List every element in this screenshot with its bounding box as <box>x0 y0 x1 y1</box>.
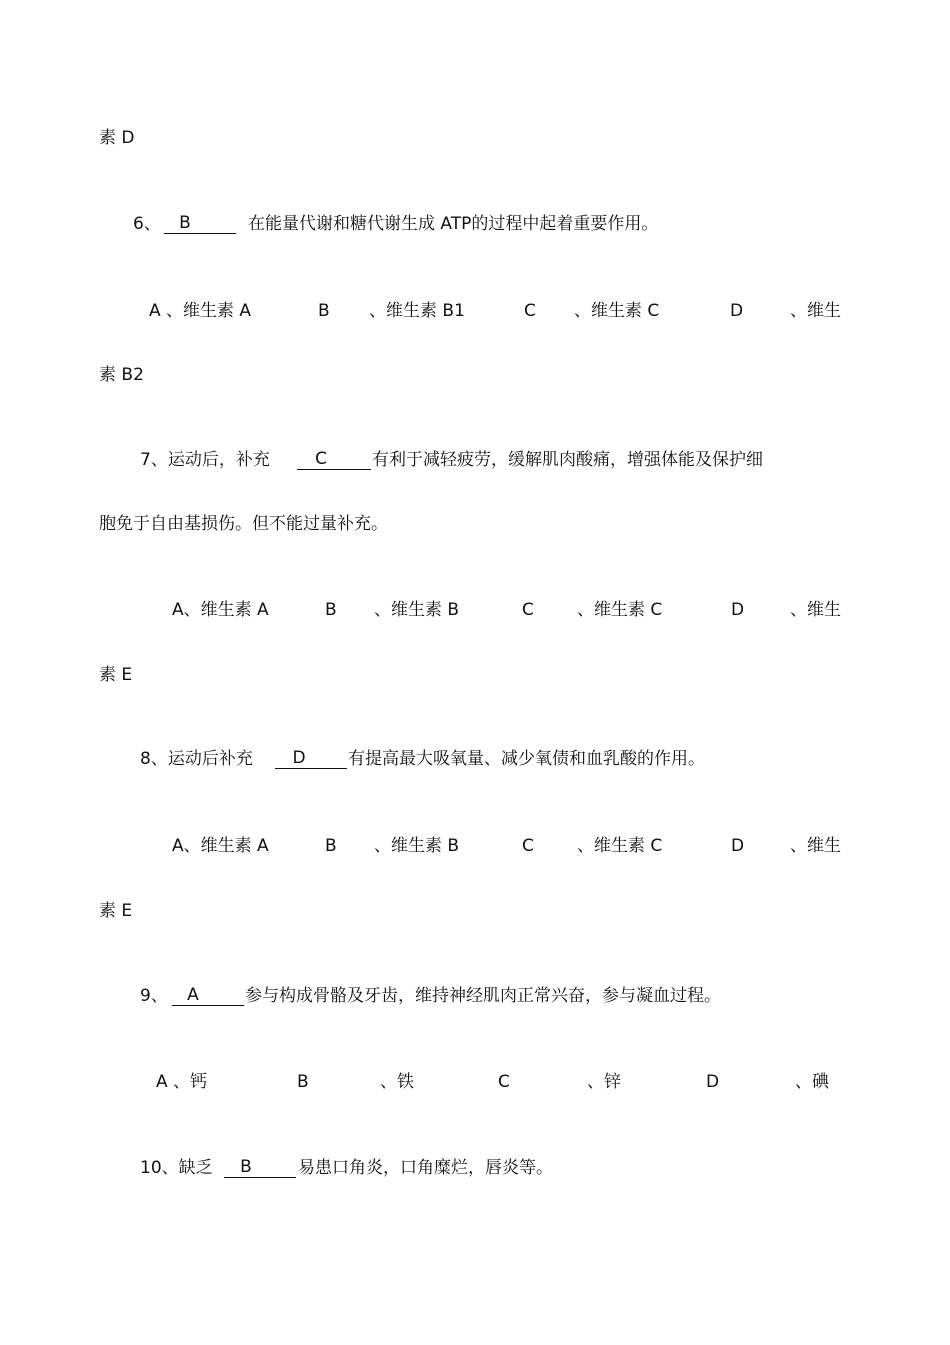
question-7-text-continued: 胞免于自由基损伤。但不能过量补充。 <box>99 514 388 534</box>
question-6-option-c: 、维生素 C <box>574 301 660 321</box>
question-8-option-c: 、维生素 C <box>577 836 663 856</box>
question-7-option-d-letter: D <box>731 600 745 620</box>
question-8-option-b: 、维生素 B <box>374 836 460 856</box>
continuation-text: 素 E <box>99 665 133 685</box>
question-6-option-d-letter: D <box>730 301 744 321</box>
question-10-text: 易患口角炎，口角糜烂，唇炎等。 <box>298 1158 553 1178</box>
question-8-option-d: 、维生 <box>790 836 841 856</box>
question-7-option-d: 、维生 <box>790 600 841 620</box>
question-6-text: 在能量代谢和糖代谢生成 ATP的过程中起着重要作用。 <box>248 214 659 234</box>
question-9-number: 9、 <box>140 986 168 1006</box>
question-6-answer: B <box>179 213 191 233</box>
question-9-option-c: 、锌 <box>587 1072 621 1092</box>
question-10-answer: B <box>240 1157 252 1177</box>
question-9-answer-blank <box>172 985 244 1006</box>
question-6-option-c-letter: C <box>524 301 536 321</box>
question-6-option-b: 、维生素 B1 <box>369 301 465 321</box>
question-7-answer: C <box>315 449 327 469</box>
question-6-option-d: 、维生 <box>790 301 841 321</box>
question-8-number: 8、运动后补充 <box>140 749 253 769</box>
question-9-option-a: A 、钙 <box>156 1072 208 1092</box>
question-8-option-c-letter: C <box>522 836 534 856</box>
question-10-number: 10、缺乏 <box>140 1158 213 1178</box>
question-8-answer-blank <box>275 748 347 769</box>
question-7-text: 有利于减轻疲劳，缓解肌肉酸痛，增强体能及保护细 <box>372 450 763 470</box>
question-9-option-b-letter: B <box>297 1072 309 1092</box>
question-9-text: 参与构成骨骼及牙齿，维持神经肌肉正常兴奋，参与凝血过程。 <box>245 986 721 1006</box>
question-6-number: 6、 <box>133 214 161 234</box>
continuation-text: 素 D <box>99 128 135 148</box>
question-7-option-a: A、维生素 A <box>172 600 269 620</box>
question-8-option-b-letter: B <box>325 836 337 856</box>
question-8-option-d-letter: D <box>731 836 745 856</box>
question-9-answer: A <box>187 985 199 1005</box>
question-8-text: 有提高最大吸氧量、减少氧债和血乳酸的作用。 <box>348 749 705 769</box>
continuation-text: 素 B2 <box>99 365 144 385</box>
question-7-option-b-letter: B <box>325 600 337 620</box>
question-8-answer: D <box>292 748 306 768</box>
question-9-option-b: 、铁 <box>380 1072 414 1092</box>
question-7-option-b: 、维生素 B <box>374 600 460 620</box>
question-6-option-b-letter: B <box>318 301 330 321</box>
question-9-option-d-letter: D <box>706 1072 720 1092</box>
question-9-option-c-letter: C <box>498 1072 510 1092</box>
question-7-answer-blank <box>297 449 371 470</box>
question-7-option-c-letter: C <box>522 600 534 620</box>
question-6-option-a: A 、维生素 A <box>149 301 252 321</box>
question-9-option-d: 、碘 <box>795 1072 829 1092</box>
question-7-option-c: 、维生素 C <box>577 600 663 620</box>
question-8-option-a: A、维生素 A <box>172 836 269 856</box>
continuation-text: 素 E <box>99 901 133 921</box>
question-6-answer-blank <box>164 213 236 234</box>
question-7-number: 7、运动后，补充 <box>140 450 270 470</box>
question-10-answer-blank <box>224 1157 296 1178</box>
